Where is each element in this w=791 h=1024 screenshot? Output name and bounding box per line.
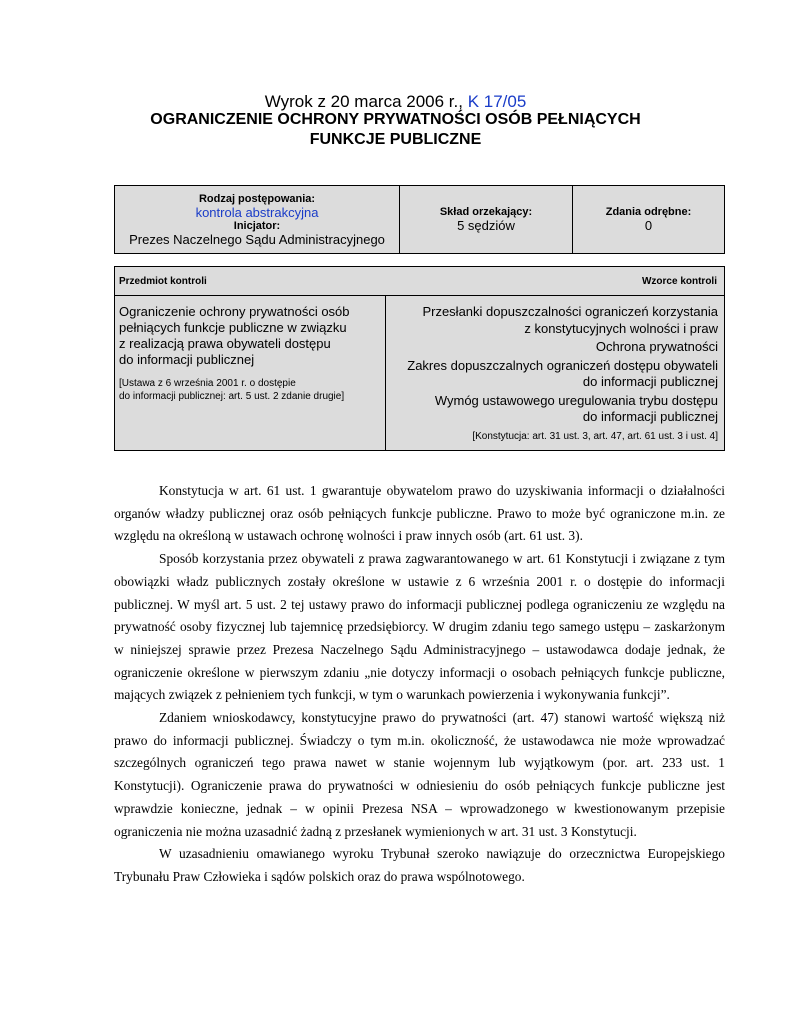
dissent-label: Zdania odrębne: (605, 206, 692, 218)
proceeding-cell (115, 186, 400, 253)
paragraph: W uzasadnieniu omawianego wyroku Trybunał szeroko nawiązuje do orzecznictwa Europejskiego Trybunału Praw Człowieka i sądów polskich oraz do prawa wspólnotowego. (114, 846, 725, 884)
pattern-line: Zakres dopuszczalnych ograniczeń dostępu obywateli (407, 357, 718, 373)
judgment-date: Wyrok z 20 marca 2006 r., (264, 92, 468, 111)
subject-line: do informacji publicznej (119, 352, 255, 367)
judgment-title (0, 92, 791, 112)
paragraph: Konstytucja w art. 61 ust. 1 gwarantuje obywatelom prawo do uzyskiwania informacji o działalności organów władzy publicznej oraz osób pełniących funkcje publiczne. Prawo to może być ograniczone m.in. ze względu na określoną w ustawach ochronę wolności i praw innych osób (art. 61 ust. 3). (114, 483, 725, 544)
pattern-line: Wymóg ustawowego uregulowania trybu dostępu (434, 392, 718, 408)
pattern-line: do informacji publicznej (582, 374, 718, 389)
dissent-value: 0 (644, 218, 653, 233)
judgment-summary (114, 480, 725, 889)
subject-heading-line1: OGRANICZENIE OCHRONY PRYWATNOŚCI OSÓB PEŁNIĄCYCH (150, 111, 641, 128)
patterns-header: Wzorce kontroli (641, 275, 717, 287)
subject-ref-line: [Ustawa z 6 września 2001 r. o dostępie (119, 378, 296, 389)
bench-cell (400, 186, 573, 253)
patterns-cell (386, 296, 724, 451)
pattern-line: z konstytucyjnych wolności i praw (524, 320, 718, 336)
subject-reference (119, 377, 381, 403)
pattern-item (392, 339, 718, 356)
proceeding-label: Rodzaj postępowania: (198, 192, 316, 205)
subject-heading-line2: FUNKCJE PUBLICZNE (309, 131, 482, 148)
dissent-cell (573, 186, 724, 253)
patterns-reference: [Konstytucja: art. 31 ust. 3, art. 47, art. 61 ust. 3 i ust. 4] (472, 430, 718, 442)
subject-line: pełniących funkcje publiczne w związku (119, 320, 347, 335)
subject-line: z realizacją prawa obywateli dostępu (119, 336, 331, 351)
subject-description (119, 304, 381, 368)
subject-cell (115, 296, 386, 451)
bench-label: Skład orzekający: (439, 206, 533, 218)
paragraph: Zdaniem wnioskodawcy, konstytucyjne prawo do prywatności (art. 47) stanowi wartość większą niż prawo do informacji publicznej. Świadczy o tym m.in. okoliczność, że ustawodawca nie może wprowadzać szczególnych ograniczeń tego prawa nawet w stanie wojennym lub wyjątkowym (por. art. 233 ust. 1 Konstytucji). Ograniczenie prawa do prywatności w odniesieniu do osób pełniących funkcje publiczne jest wprawdzie konieczne, jednak – w opinii Prezesa NSA – wprowadzonego w kwestionowanym przepisie ograniczenia nie można uzasadnić żadną z przesłanek wymienionych w art. 31 ust. 3 Konstytucji. (114, 710, 725, 839)
pattern-item (392, 358, 718, 391)
bench-value: 5 sędziów (457, 218, 515, 233)
subject-ref-line: do informacji publicznej: art. 5 ust. 2 zdanie drugie] (119, 391, 345, 402)
review-table-header (115, 267, 724, 296)
proceeding-type-link[interactable]: kontrola abstrakcyjna (195, 204, 319, 220)
pattern-line: do informacji publicznej (582, 409, 718, 424)
pattern-line: Ochrona prywatności (595, 339, 718, 354)
subject-line: Ograniczenie ochrony prywatności osób (119, 304, 350, 319)
paragraph: Sposób korzystania przez obywateli z prawa zagwarantowanego w art. 61 Konstytucji i związane z tym obowiązki władz publicznych zostały określone w ustawie z 6 września 2001 r. o dostępie do informacji publicznej. W myśl art. 5 ust. 2 tej ustawy prawo do informacji publicznej podlega ograniczeniu ze względu na prywatność osoby fizycznej lub tajemnicę przedsiębiorcy. W drugim zdaniu tego samego ustępu – zaskarżonym w niniejszej sprawie przez Prezesa Naczelnego Sądu Administracyjnego – ustawodawca dodaje jednak, że ograniczenie określone w pierwszym zdaniu „nie dotyczy informacji o osobach pełniących funkcje publiczne, mających związek z pełnieniem tych funkcji, w tym o warunkach powierzenia i wykonywania funkcji”. (114, 551, 725, 703)
initiator-label: Inicjator: (233, 219, 281, 232)
pattern-item (392, 393, 718, 426)
pattern-line: Przesłanki dopuszczalności ograniczeń korzystania (422, 304, 718, 319)
pattern-item (392, 304, 718, 337)
proceeding-info-table (114, 185, 725, 254)
review-subject-table (114, 266, 725, 451)
subject-header: Przedmiot kontroli (119, 275, 207, 287)
case-number-link[interactable]: K 17/05 (467, 92, 527, 111)
initiator-value: Prezes Naczelnego Sądu Administracyjnego (129, 231, 385, 247)
